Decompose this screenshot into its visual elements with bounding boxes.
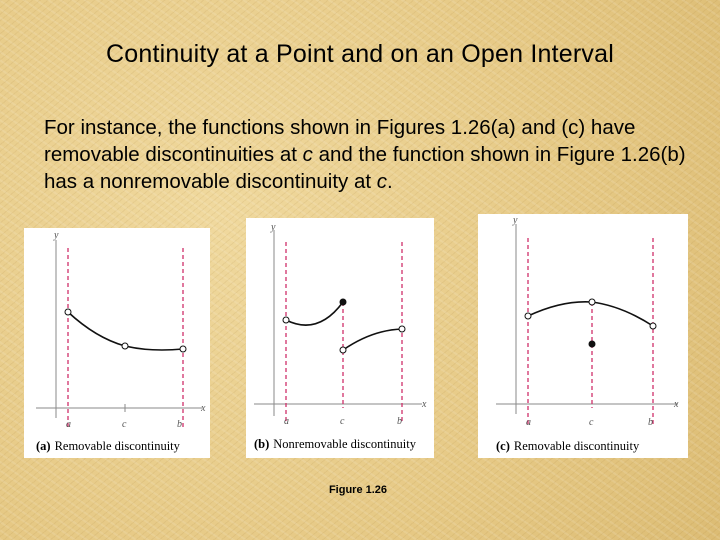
- slide-title: Continuity at a Point and on an Open Interval: [106, 40, 614, 68]
- function-curve-left: [286, 302, 343, 325]
- tick-label-b: b: [177, 419, 182, 430]
- hole-at-c: [122, 343, 128, 349]
- tick-label-c: c: [340, 416, 345, 427]
- y-axis-label: y: [54, 230, 59, 241]
- endpoint-open-a: [525, 313, 531, 319]
- caption-text: Removable discontinuity: [54, 439, 180, 453]
- figure-tag: (a): [36, 439, 51, 453]
- x-axis-label: x: [674, 399, 679, 410]
- function-curve: [528, 302, 653, 326]
- figure-b-graph: [246, 218, 434, 458]
- x-axis-label: x: [422, 399, 427, 410]
- figure-a-panel: [24, 228, 210, 458]
- hole-at-c: [589, 299, 595, 305]
- figure-c-panel: [478, 214, 688, 458]
- x-axis-label: x: [201, 403, 206, 414]
- body-text-c: c: [376, 170, 388, 193]
- endpoint-open-b: [650, 323, 656, 329]
- function-curve-right: [343, 329, 402, 350]
- body-paragraph: [44, 114, 694, 195]
- endpoint-open-a: [65, 309, 71, 315]
- isolated-point-c: [589, 341, 595, 347]
- tick-label-b: b: [397, 416, 402, 427]
- figure-number-label: Figure 1.26: [328, 484, 388, 496]
- body-text-part: For instance, the functions shown in Figures 1.26(a) and (c) have removable discontinuities at: [44, 116, 636, 166]
- figure-a-caption: [36, 439, 180, 454]
- tick-label-a: a: [526, 417, 531, 428]
- tick-label-c: c: [122, 419, 127, 430]
- caption-text: Removable discontinuity: [513, 439, 640, 453]
- closed-point-c: [340, 299, 346, 305]
- body-text-part: and the function shown in Figure 1.26(b) has a nonremovable discontinuity at: [44, 143, 686, 193]
- endpoint-open-b: [180, 346, 186, 352]
- tick-label-a: a: [66, 419, 71, 430]
- endpoint-open-b: [399, 326, 405, 332]
- tick-label-c: c: [589, 417, 594, 428]
- body-text-c: c: [302, 143, 313, 166]
- tick-label-b: b: [648, 417, 653, 428]
- figure-a-graph: [24, 228, 210, 458]
- y-axis-label: y: [513, 215, 518, 226]
- figure-c-graph: [478, 214, 688, 458]
- open-point-c: [340, 347, 346, 353]
- figure-b-caption: [254, 437, 416, 452]
- figure-tag: (b): [254, 437, 270, 451]
- figure-tag: (c): [496, 439, 510, 453]
- endpoint-open-a: [283, 317, 289, 323]
- body-text-part: .: [387, 170, 393, 193]
- caption-text: Nonremovable discontinuity: [273, 437, 416, 451]
- figure-c-caption: [496, 439, 639, 454]
- tick-label-a: a: [284, 416, 289, 427]
- y-axis-label: y: [271, 222, 276, 233]
- figure-b-panel: [246, 218, 434, 458]
